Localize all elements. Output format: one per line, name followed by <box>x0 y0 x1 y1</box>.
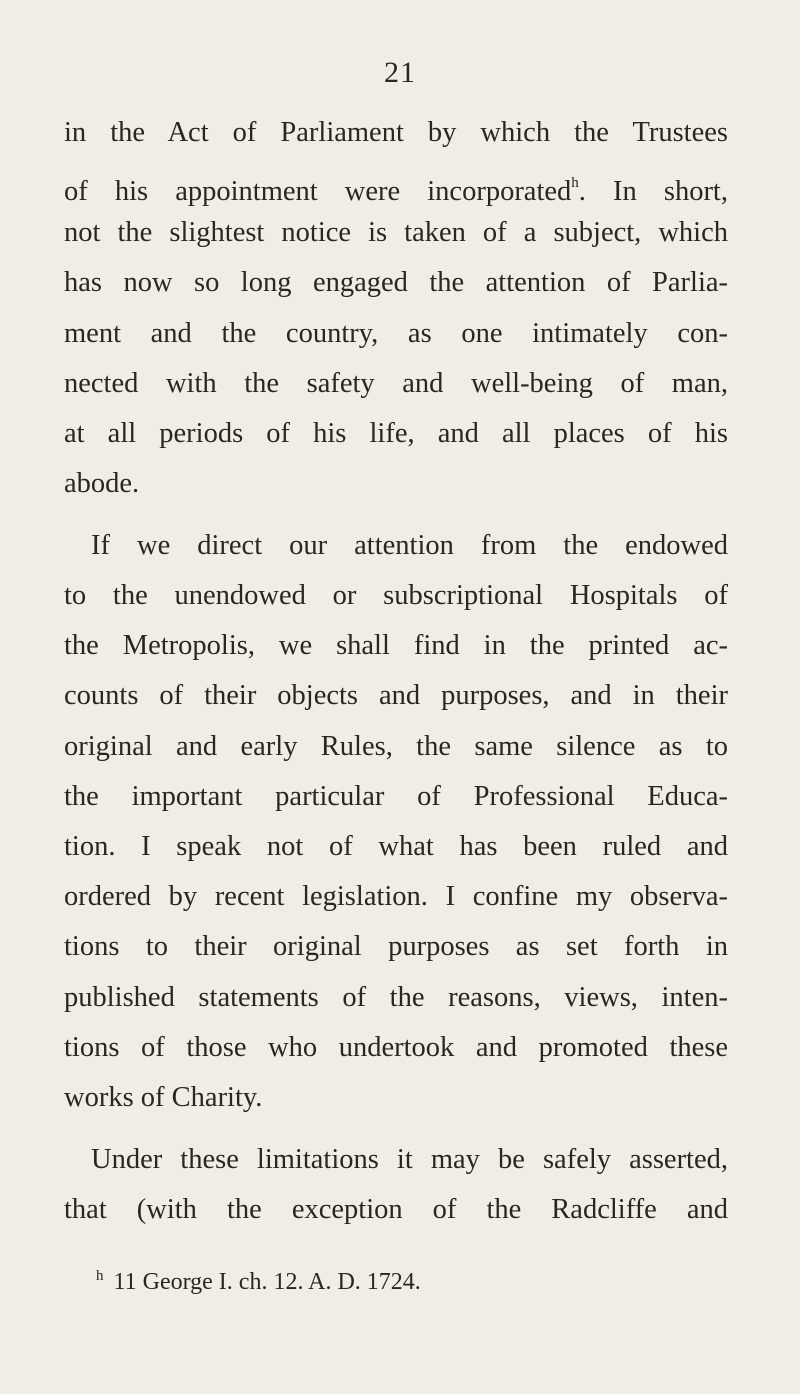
text-line: has now so long engaged the attention of Parlia- <box>64 267 728 298</box>
footnote-text: 11 George I. ch. 12. A. D. 1724. <box>113 1269 421 1295</box>
text-line: tions of those who undertook and promoted these <box>64 1032 728 1063</box>
text-line: original and early Rules, the same silence as to <box>64 731 728 762</box>
footnote-mark: h <box>96 1268 104 1284</box>
footnote <box>96 1261 421 1297</box>
text-line: ment and the country, as one intimately con- <box>64 318 728 349</box>
text-line-with-footnote-ref <box>64 163 728 212</box>
page-number: 21 <box>384 56 416 89</box>
text-line: tions to their original purposes as set forth in <box>64 931 728 962</box>
text-line: the Metropolis, we shall find in the printed ac- <box>64 630 728 661</box>
text-line: that (with the exception of the Radcliffe and <box>64 1194 728 1225</box>
text-line: If we direct our attention from the endowed <box>91 530 728 561</box>
footnote-reference: h <box>571 175 579 191</box>
text-line: tion. I speak not of what has been ruled and <box>64 831 728 862</box>
text-fragment: . In short, <box>578 176 728 207</box>
text-line: nected with the safety and well-being of man, <box>64 368 728 399</box>
text-line: to the unendowed or subscriptional Hospitals of <box>64 580 728 611</box>
text-line: in the Act of Parliament by which the Trustees <box>64 117 728 148</box>
text-line: the important particular of Professional Educa- <box>64 781 728 812</box>
text-line: works of Charity. <box>64 1082 263 1113</box>
text-fragment: of his appointment were incorporated <box>64 176 572 207</box>
text-line: not the slightest notice is taken of a subject, which <box>64 217 728 248</box>
text-line: abode. <box>64 468 140 499</box>
text-line: published statements of the reasons, views, inten- <box>64 982 728 1013</box>
text-line: at all periods of his life, and all places of his <box>64 418 728 449</box>
text-line: counts of their objects and purposes, and in their <box>64 680 728 711</box>
text-line: ordered by recent legislation. I confine my observa- <box>64 881 728 912</box>
text-line: Under these limitations it may be safely asserted, <box>91 1144 728 1175</box>
